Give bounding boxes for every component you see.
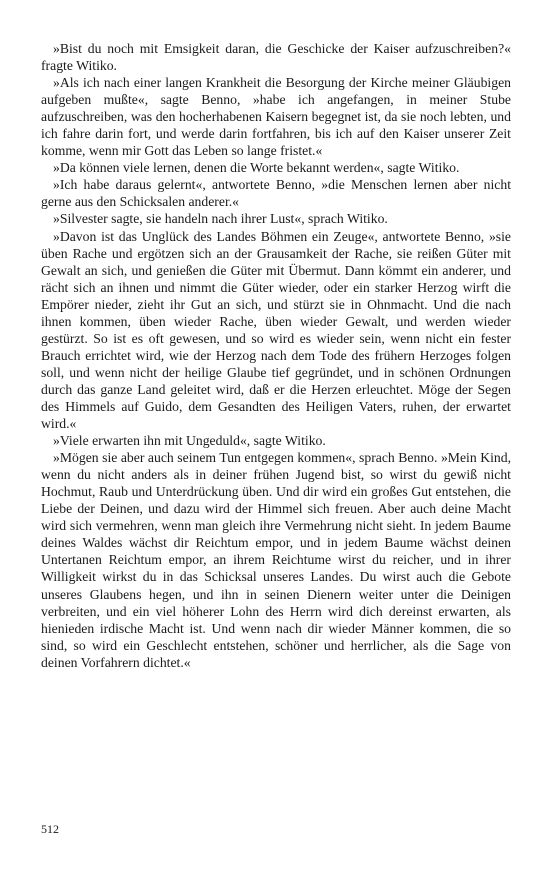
paragraph: »Bist du noch mit Emsigkeit daran, die Geschicke der Kaiser aufzuschreiben?« fragte Witiko. xyxy=(41,41,511,74)
paragraph: »Davon ist das Unglück des Landes Böhmen ein Zeuge«, antwortete Benno, »sie üben Rache und ergötzen sich an der Grausamkeit der Rache, sie reißen Güter mit Gewalt an sich, und genießen die Güter mit Übermut. Dann kömmt ein anderer, und rächt sich an ihnen und nimmt die Güter wieder, oder ein starker Herzog wirft die Empörer nieder, zieht ihr Gut an sich, und stürzt sie in Ohnmacht. Und die nach ihnen kommen, üben wieder Rache, üben wieder Gewalt, und werden wieder gestürzt. So ist es oft gewesen, und so wird es wieder sein, wenn nicht ein fester Brauch errichtet wird, wie der Herzog nach dem Tode des frühern Herzoges folgen soll, und wenn nicht der heilige Glaube tief gegründet, und in schönen Ordnungen durch das ganze Land geleitet wird, daß er die Herzen erleuchtet. Möge der Segen des Himmels auf Guido, dem Gesandten des Heiligen Vaters, ruhen, der erwartet wird.« xyxy=(41,228,511,432)
paragraph: »Viele erwarten ihn mit Ungeduld«, sagte Witiko. xyxy=(53,433,326,449)
paragraph: »Ich habe daraus gelernt«, antwortete Benno, »die Menschen lernen aber nicht gerne aus den Schicksalen anderer.« xyxy=(41,177,511,210)
page-number: 512 xyxy=(41,822,59,836)
paragraph: »Mögen sie aber auch seinem Tun entgegen kommen«, sprach Benno. »Mein Kind, wenn du nicht anders als in deiner frühen Jugend bist, so wirst du gewiß nicht Hochmut, Raub und Unterdrückung üben. Und dir wird ein großes Gut entstehen, die Liebe der Deinen, und dazu wird der Himmel sich freuen. Aber auch deine Macht wird sich vermehren, wenn man gleich ihre Vermehrung nicht sieht. In jedem Baume deines Waldes wächst dir Reichtum empor, und in jedem Baume wächst deinen Untertanen Reichtum empor, an ihrem Reichtume wirst du reicher, und in ihrer Willigkeit wirkst du in das Schicksal unseres Landes. Du wirst auch die Gebote unseres Glaubens hegen, und ihn in seinen Dienern weiter unter die Deinigen verbreiten, und ein viel höherer Lohn des Herrn wird dich dereinst erwarten, als hienieden irdische Macht ist. Und wenn nach dir wieder Männer kommen, die so sind, so wird ein Geschlecht entstehen, schöner und herrlicher, als die Sage von deinen Vorfahrern dichtet.« xyxy=(41,450,511,670)
page-body xyxy=(41,40,511,671)
paragraph: »Da können viele lernen, denen die Worte bekannt werden«, sagte Witiko. xyxy=(53,160,460,176)
paragraph: »Als ich nach einer langen Krankheit die Besorgung der Kirche meiner Gläubigen aufgeben mußte«, sagte Benno, »habe ich angefangen, in meiner Stube aufzuschreiben, was den hocherhabenen Kaisern begegnet ist, da sie noch lebten, und ich fahre darin fort, und werde darin fortfahren, bis ich auf den Kaiser unserer Zeit komme, wenn mir Gott das Leben so lange fristet.« xyxy=(41,75,511,159)
paragraph: »Silvester sagte, sie handeln nach ihrer Lust«, sprach Witiko. xyxy=(53,211,388,227)
